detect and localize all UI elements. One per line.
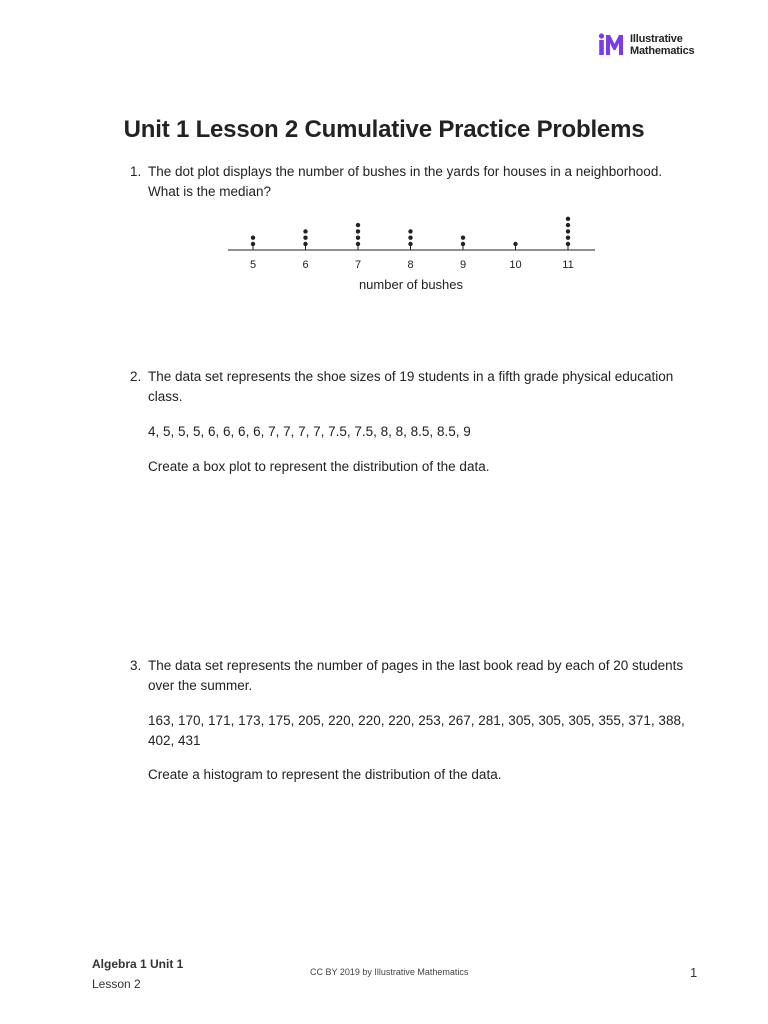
page-title: Unit 1 Lesson 2 Cumulative Practice Problems [123,116,645,143]
data-dot [356,242,360,246]
problem-1 [130,162,690,202]
data-dot [408,236,412,240]
x-tick-label: 11 [562,259,574,271]
x-axis-label: number of bushes [358,277,464,292]
footer-course-info [92,954,183,994]
data-dot [303,242,307,246]
logo-line-2: Mathematics [630,45,695,57]
data-dot [566,242,570,246]
x-tick-label: 5 [249,259,257,271]
data-dot [356,223,360,227]
logo-wordmark [630,33,694,57]
x-tick-label: 9 [459,259,467,271]
data-dot [461,236,465,240]
footer-course: Algebra 1 Unit 1 [92,957,184,971]
data-dot [356,229,360,233]
page-number: 1 [690,965,698,980]
data-dot [566,236,570,240]
problem-number: 1. [130,164,142,179]
x-tick-label: 7 [354,259,362,271]
problem-3 [130,656,690,785]
x-tick-label: 8 [407,259,414,271]
problem-text: The data set represents the shoe sizes of 19 students in a fifth grade physical education class. [148,369,674,404]
problem-text: The dot plot displays the number of bushes in the yards for houses in a neighborhood. What is the median? [148,164,663,199]
data-dot [356,236,360,240]
data-dot [461,242,465,246]
data-dot [566,229,570,233]
data-dot [251,242,255,246]
data-dot [303,236,307,240]
problem-data-set: 163, 170, 171, 173, 175, 205, 220, 220, 220, 253, 267, 281, 305, 305, 305, 355, 371, 388, 402, 431 [148,713,685,748]
footer-lesson: Lesson 2 [92,977,141,991]
x-tick-label: 6 [302,259,309,271]
problem-number: 3. [130,658,142,673]
dot-plot-chart [220,205,610,300]
data-dot [513,242,517,246]
data-dot [408,242,412,246]
illustrative-mathematics-logo [598,32,708,58]
problem-number: 2. [130,369,142,384]
data-dot [408,229,412,233]
problem-data-set: 4, 5, 5, 5, 6, 6, 6, 6, 7, 7, 7, 7, 7.5, 7.5, 8, 8, 8.5, 8.5, 9 [148,424,471,439]
data-dot [251,236,255,240]
problem-2 [130,367,690,477]
data-dot [303,229,307,233]
data-dot [566,223,570,227]
data-dot [566,217,570,221]
problem-instruction: Create a histogram to represent the distribution of the data. [148,767,502,782]
problem-text: The data set represents the number of pages in the last book read by each of 20 students over the summer. [148,658,684,693]
footer-license: CC BY 2019 by Illustrative Mathematics [310,967,469,977]
im-logo-icon [598,32,626,58]
dot-plot-dots [251,217,570,247]
logo-line-1: Illustrative [630,33,683,45]
x-tick-label: 10 [509,259,522,271]
problem-instruction: Create a box plot to represent the distribution of the data. [148,459,490,474]
